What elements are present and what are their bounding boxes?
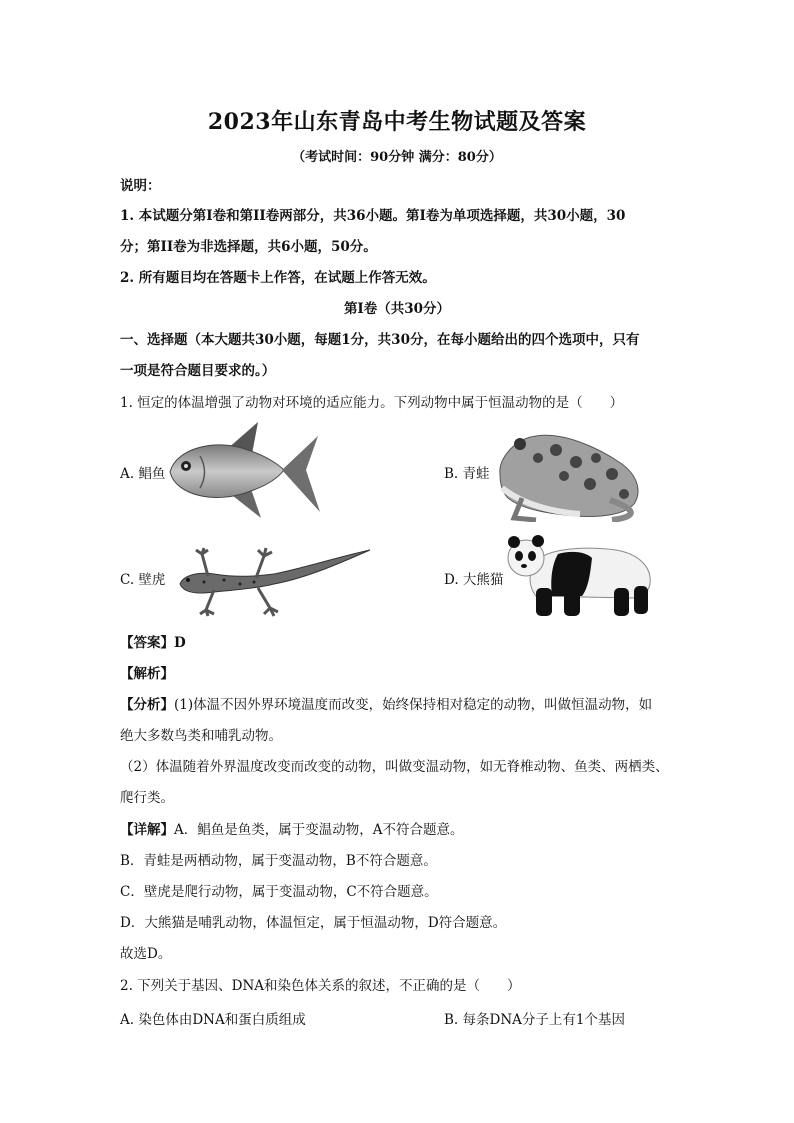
option-b-label: B. 青蛙 [444,466,490,482]
page-title: 2023年山东青岛中考生物试题及答案 [207,109,587,135]
fish-image [166,420,324,520]
exam-info: （考试时间：90分钟 满分：80分） [292,150,502,165]
analysis-line-1: 【分析】(1)体温不因外界环境温度而改变，始终保持相对稳定的动物，叫做恒温动物，如 [120,697,653,713]
section-instructions-line-2: 一项是符合题目要求的。） [120,363,276,379]
analysis-tag: 【分析】 [120,697,174,713]
detail-line-d: D．大熊猫是哺乳动物，体温恒定，属于恒温动物，D符合题意。 [120,915,507,931]
option-c-label: C. 壁虎 [120,572,166,588]
question-2-stem: 2. 下列关于基因、DNA和染色体关系的叙述，不正确的是（ ） [120,978,521,994]
panda-image [506,532,656,618]
frog-image [492,428,647,522]
conclusion: 故选D。 [120,946,172,962]
section-instructions-line-1: 一、选择题（本大题共30小题，每题1分，共30分，在每小题给出的四个选项中，只有 [120,332,640,348]
question-1-stem: 1. 恒定的体温增强了动物对环境的适应能力。下列动物中属于恒温动物的是（ ） [120,395,624,411]
q2-option-b: B. 每条DNA分子上有1个基因 [444,1012,625,1028]
gecko-image [174,544,374,618]
section-title: 第I卷（共30分） [343,301,451,317]
answer-label: 【答案】D [120,635,186,651]
instructions-heading: 说明： [120,178,161,194]
detail-line-b: B．青蛙是两栖动物，属于变温动物，B不符合题意。 [120,853,437,869]
instruction-2: 2. 所有题目均在答题卡上作答，在试题上作答无效。 [120,270,436,286]
instruction-1-line-2: 分；第II卷为非选择题，共6小题，50分。 [120,239,377,255]
analysis-line-4: 爬行类。 [120,790,174,806]
analysis-line-3: （2）体温随着外界温度改变而改变的动物，叫做变温动物，如无脊椎动物、鱼类、两栖类、 [120,759,669,775]
detail-tag: 【详解】 [120,822,174,838]
instruction-1-line-1: 1. 本试题分第I卷和第II卷两部分，共36小题。第I卷为单项选择题，共30小题，30 [120,208,626,224]
q2-option-a: A. 染色体由DNA和蛋白质组成 [120,1012,306,1028]
analysis-line-2: 绝大多数鸟类和哺乳动物。 [120,728,282,744]
option-a-label: A. 鲳鱼 [120,466,166,482]
detail-line-c: C．壁虎是爬行动物，属于变温动物，C不符合题意。 [120,884,438,900]
detail-line-a: 【详解】A．鲳鱼是鱼类，属于变温动物，A不符合题意。 [120,822,464,838]
option-d-label: D. 大熊猫 [444,572,504,588]
analysis-label: 【解析】 [120,666,174,682]
